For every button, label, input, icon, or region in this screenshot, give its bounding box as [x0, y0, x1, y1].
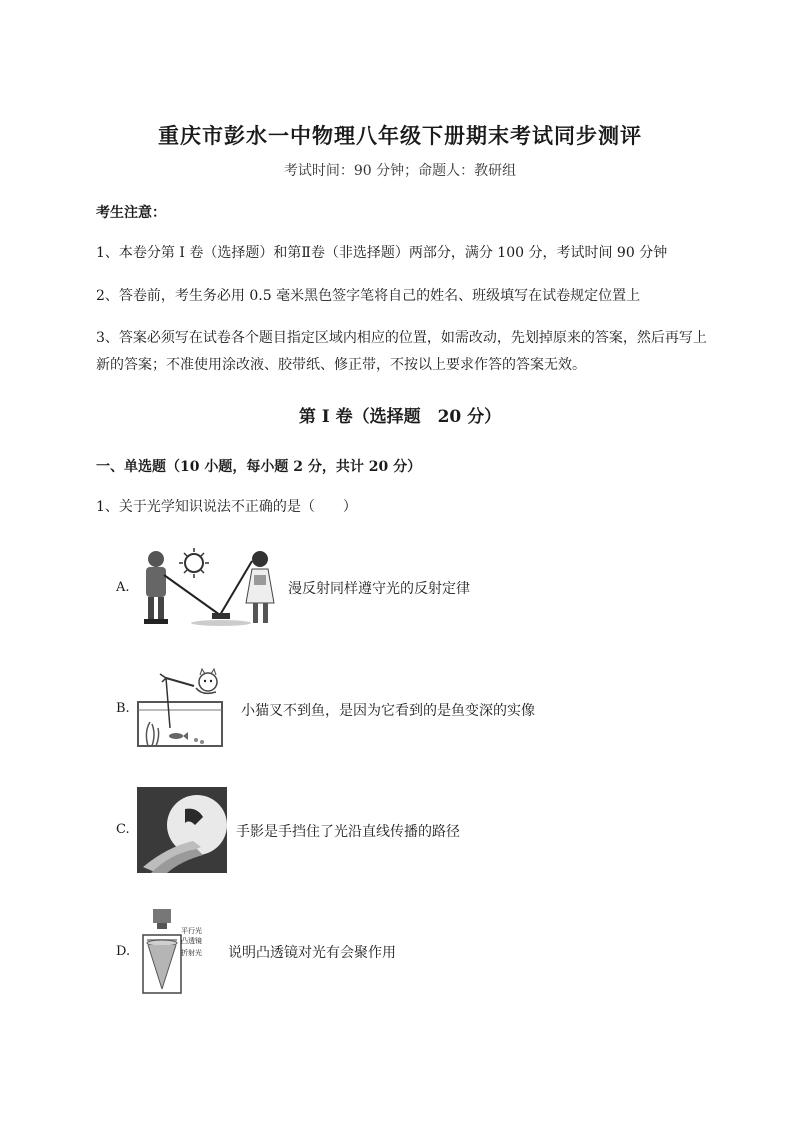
- convex-lens-figure: [137, 907, 223, 995]
- notice-rule: 3、答案必须写在试卷各个题目指定区域内相应的位置，如需改动，先划掉原来的答案，然后再写上新的答案；不准使用涂改液、胶带纸、修正带，不按以上要求作答的答案无效。: [96, 330, 707, 373]
- option-c-letter[interactable]: C.: [116, 822, 130, 837]
- cat-fishing-icon: [136, 666, 226, 750]
- lens-label-parallel: 平行光: [181, 927, 202, 935]
- hand-shadow-icon: [137, 787, 227, 873]
- notice-rule: 1、本卷分第 I 卷（选择题）和第Ⅱ卷（非选择题）两部分，满分 100 分，考试时间 90 分钟: [96, 245, 668, 261]
- diffuse-reflection-icon: [136, 545, 282, 631]
- notice-heading: 考生注意：: [96, 205, 166, 221]
- option-d-text[interactable]: 说明凸透镜对光有会聚作用: [228, 945, 396, 961]
- diffuse-reflection-figure: [136, 545, 282, 631]
- cat-fishing-figure: [136, 666, 226, 750]
- hand-shadow-figure: [137, 787, 227, 873]
- option-d-letter[interactable]: D.: [116, 944, 131, 959]
- page-title: 重庆市彭水一中物理八年级下册期末考试同步测评: [158, 123, 642, 148]
- section-title: 第 I 卷（选择题 20 分）: [298, 407, 502, 427]
- lens-label-lens: 凸透镜: [181, 937, 202, 945]
- option-a-text[interactable]: 漫反射同样遵守光的反射定律: [288, 581, 470, 597]
- convex-lens-icon: [137, 907, 187, 995]
- option-a-letter[interactable]: A.: [116, 580, 130, 595]
- part-title: 一、单选题（10 小题，每小题 2 分，共计 20 分）: [96, 459, 422, 475]
- exam-info: 考试时间：90 分钟；命题人：教研组: [283, 163, 517, 179]
- option-b-text[interactable]: 小猫叉不到鱼，是因为它看到的是鱼变深的实像: [241, 703, 535, 719]
- option-b-letter[interactable]: B.: [116, 701, 130, 716]
- lens-label-refracted: 折射光: [181, 949, 202, 957]
- question-stem: 1、关于光学知识说法不正确的是（ ）: [96, 499, 357, 515]
- notice-rule: 2、答卷前，考生务必用 0.5 毫米黑色签字笔将自己的姓名、班级填写在试卷规定位置上: [96, 288, 641, 304]
- option-c-text[interactable]: 手影是手挡住了光沿直线传播的路径: [236, 824, 460, 840]
